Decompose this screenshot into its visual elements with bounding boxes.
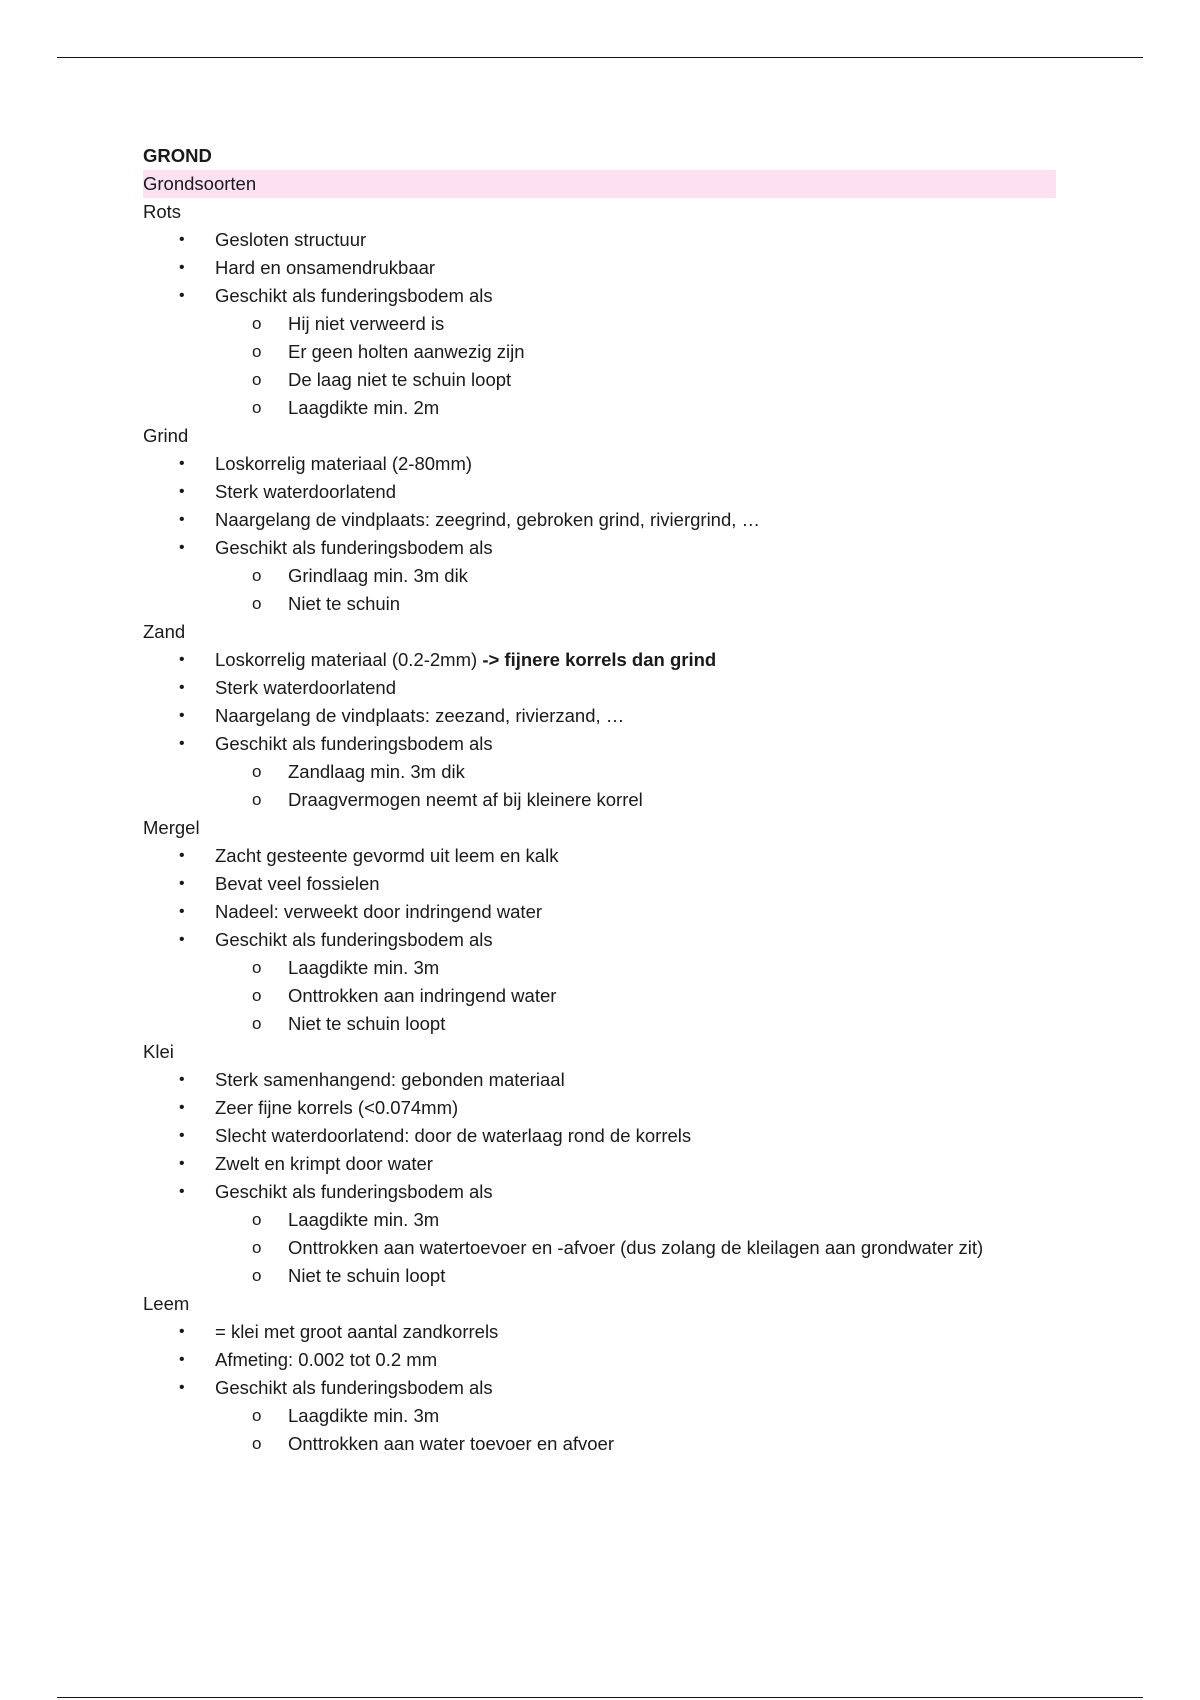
list-item: [143, 450, 1063, 478]
list-item-text: Sterk waterdoorlatend: [215, 677, 396, 698]
section-heading-mergel: Mergel: [143, 817, 200, 838]
sub-list-item: [143, 758, 1063, 786]
document-body: [143, 142, 1063, 1458]
list-item-text: Zwelt en krimpt door water: [215, 1153, 433, 1174]
list-item-text: Geschikt als funderingsbodem als: [215, 1181, 493, 1202]
sub-list-item: [143, 1010, 1063, 1038]
sub-list-item: [143, 310, 1063, 338]
sub-list-item: [143, 590, 1063, 618]
bullet-icon: •: [179, 1099, 185, 1116]
list-item-text: Naargelang de vindplaats: zeegrind, gebroken grind, riviergrind, …: [215, 509, 761, 530]
list-item: [143, 842, 1063, 870]
bullet-icon: •: [179, 511, 185, 528]
bullet-icon: •: [179, 1379, 185, 1396]
sub-bullet-icon: o: [252, 986, 262, 1005]
sub-list-item-text: Hij niet verweerd is: [288, 313, 445, 334]
header-rule: [57, 57, 1143, 58]
sub-list-item: [143, 786, 1063, 814]
bullet-icon: •: [179, 539, 185, 556]
list-item: [143, 1150, 1063, 1178]
section-heading-grind: Grind: [143, 425, 189, 446]
sub-bullet-icon: o: [252, 1406, 262, 1425]
sub-list-item: [143, 982, 1063, 1010]
sub-list-item-text: Grindlaag min. 3m dik: [288, 565, 468, 586]
sub-bullet-icon: o: [252, 566, 262, 585]
list-item-text: Nadeel: verweekt door indringend water: [215, 901, 543, 922]
document-title: GROND: [143, 145, 212, 166]
bullet-icon: •: [179, 1127, 185, 1144]
bullet-icon: •: [179, 1323, 185, 1340]
bullet-icon: •: [179, 931, 185, 948]
sub-bullet-icon: o: [252, 1266, 262, 1285]
list-item: [143, 506, 1063, 534]
sub-bullet-icon: o: [252, 790, 262, 809]
list-item: [143, 646, 1063, 674]
bullet-icon: •: [179, 1155, 185, 1172]
bullet-icon: •: [179, 875, 185, 892]
sub-bullet-icon: o: [252, 342, 262, 361]
sub-list-item-text: Laagdikte min. 3m: [288, 1209, 440, 1230]
sub-list-item-text: Onttrokken aan indringend water: [288, 985, 557, 1006]
list-item: [143, 870, 1063, 898]
sub-list-item: [143, 1402, 1063, 1430]
sub-list-item-text: Laagdikte min. 2m: [288, 397, 440, 418]
list-item: [143, 1318, 1063, 1346]
bullet-icon: •: [179, 1071, 185, 1088]
list-item-text: Slecht waterdoorlatend: door de waterlaag rond de korrels: [215, 1125, 692, 1146]
list-item: [143, 478, 1063, 506]
sub-bullet-icon: o: [252, 398, 262, 417]
sub-bullet-icon: o: [252, 370, 262, 389]
sub-list-item: [143, 1206, 1063, 1234]
list-item-text: Sterk waterdoorlatend: [215, 481, 396, 502]
list-item: [143, 1122, 1063, 1150]
bullet-icon: •: [179, 287, 185, 304]
footer-rule: [57, 1697, 1143, 1698]
list-item: [143, 898, 1063, 926]
section-heading-rots: Rots: [143, 201, 182, 222]
list-item: [143, 1346, 1063, 1374]
list-item-text: Geschikt als funderingsbodem als: [215, 285, 493, 306]
sub-bullet-icon: o: [252, 958, 262, 977]
list-item-text: Sterk samenhangend: gebonden materiaal: [215, 1069, 565, 1090]
list-item: [143, 226, 1063, 254]
sub-list-item: [143, 338, 1063, 366]
bullet-icon: •: [179, 259, 185, 276]
sub-list-item-text: Draagvermogen neemt af bij kleinere korrel: [288, 789, 643, 810]
list-item: [143, 926, 1063, 954]
list-item-text: Geschikt als funderingsbodem als: [215, 537, 493, 558]
bullet-icon: •: [179, 707, 185, 724]
list-item: [143, 1094, 1063, 1122]
sub-list-item-text: De laag niet te schuin loopt: [288, 369, 512, 390]
sub-list-item-text: Onttrokken aan watertoevoer en -afvoer (dus zolang de kleilagen aan grondwater zit): [288, 1237, 984, 1258]
sub-list-item-text: Onttrokken aan water toevoer en afvoer: [288, 1433, 614, 1454]
sub-list-item-text: Niet te schuin loopt: [288, 1265, 446, 1286]
sub-list-item-text: Laagdikte min. 3m: [288, 957, 440, 978]
bullet-icon: •: [179, 231, 185, 248]
sub-bullet-icon: o: [252, 1434, 262, 1453]
sub-list-item: [143, 1262, 1063, 1290]
bullet-icon: •: [179, 679, 185, 696]
bullet-icon: •: [179, 847, 185, 864]
sub-bullet-icon: o: [252, 1238, 262, 1257]
list-item-emphasis: -> fijnere korrels dan grind: [482, 649, 717, 670]
section-heading-klei: Klei: [143, 1041, 174, 1062]
list-item: [143, 730, 1063, 758]
list-item-text: Naargelang de vindplaats: zeezand, rivierzand, …: [215, 705, 625, 726]
sub-list-item-text: Er geen holten aanwezig zijn: [288, 341, 525, 362]
sub-list-item-text: Niet te schuin: [288, 593, 401, 614]
list-item-text: Geschikt als funderingsbodem als: [215, 929, 493, 950]
list-item-text: Hard en onsamendrukbaar: [215, 257, 436, 278]
sub-list-item: [143, 954, 1063, 982]
bullet-icon: •: [179, 455, 185, 472]
list-item: [143, 534, 1063, 562]
list-item: [143, 702, 1063, 730]
list-item-text: Bevat veel fossielen: [215, 873, 380, 894]
sub-list-item: [143, 366, 1063, 394]
list-item-text: Loskorrelig materiaal (2-80mm): [215, 453, 473, 474]
list-item: [143, 674, 1063, 702]
sub-list-item: [143, 394, 1063, 422]
list-item-text: Loskorrelig materiaal (0.2-2mm): [215, 649, 483, 670]
sub-bullet-icon: o: [252, 762, 262, 781]
list-item-text: Geschikt als funderingsbodem als: [215, 1377, 493, 1398]
list-item: [143, 282, 1063, 310]
list-item: [143, 1374, 1063, 1402]
section-heading-leem: Leem: [143, 1293, 190, 1314]
list-item: [143, 254, 1063, 282]
sub-list-item-text: Zandlaag min. 3m dik: [288, 761, 465, 782]
section-heading-zand: Zand: [143, 621, 186, 642]
list-item-text: Gesloten structuur: [215, 229, 367, 250]
bullet-icon: •: [179, 651, 185, 668]
list-item-text: Zacht gesteente gevormd uit leem en kalk: [215, 845, 559, 866]
sub-list-item-text: Niet te schuin loopt: [288, 1013, 446, 1034]
bullet-icon: •: [179, 735, 185, 752]
sub-list-item: [143, 1430, 1063, 1458]
sub-list-item: [143, 1234, 1063, 1262]
list-item-text: Zeer fijne korrels (<0.074mm): [215, 1097, 459, 1118]
sub-bullet-icon: o: [252, 1014, 262, 1033]
list-item-text: Geschikt als funderingsbodem als: [215, 733, 493, 754]
list-item-text: Afmeting: 0.002 tot 0.2 mm: [215, 1349, 438, 1370]
section-subtitle: Grondsoorten: [143, 170, 1056, 198]
list-item: [143, 1066, 1063, 1094]
bullet-icon: •: [179, 483, 185, 500]
bullet-icon: •: [179, 903, 185, 920]
sub-list-item-text: Laagdikte min. 3m: [288, 1405, 440, 1426]
bullet-icon: •: [179, 1183, 185, 1200]
list-item: [143, 1178, 1063, 1206]
sub-bullet-icon: o: [252, 1210, 262, 1229]
sections-container: [143, 198, 1063, 1458]
sub-list-item: [143, 562, 1063, 590]
sub-bullet-icon: o: [252, 314, 262, 333]
bullet-icon: •: [179, 1351, 185, 1368]
list-item-text: = klei met groot aantal zandkorrels: [215, 1321, 499, 1342]
sub-bullet-icon: o: [252, 594, 262, 613]
